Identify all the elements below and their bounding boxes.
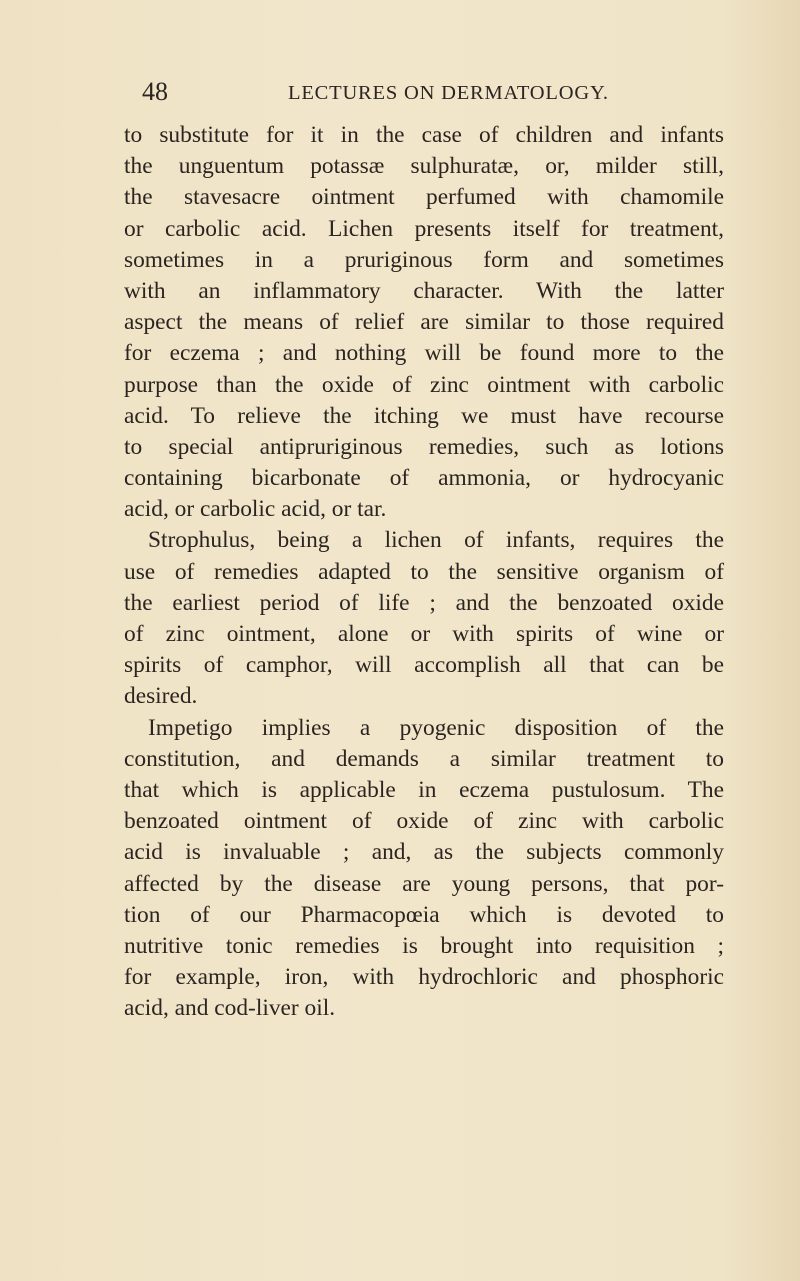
text-line: acid, and cod-liver oil. [124, 995, 336, 1022]
text-line: of zinc ointment, alone or with spirits of wine or [124, 621, 724, 647]
text-line: acid. To relieve the itching we must have recourse [124, 402, 724, 429]
text-line: acid, or carbolic acid, or tar. [124, 496, 387, 523]
running-title: LECTURES ON DERMATOLOGY. [288, 82, 609, 104]
text-line: benzoated ointment of oxide of zinc with carbolic [124, 808, 724, 835]
text-line: the earliest period of life ; and the benzoated oxide [124, 589, 724, 616]
page-number: 48 [142, 77, 168, 106]
text-line: spirits of camphor, will accomplish all that can be [124, 652, 724, 679]
text-line: desired. [124, 683, 198, 710]
text-line: Impetigo implies a pyogenic disposition of the [148, 714, 724, 741]
text-line: to special antipruriginous remedies, such as lotions [124, 433, 724, 460]
page-header [124, 74, 724, 110]
text-line: purpose than the oxide of zinc ointment with carbolic [124, 371, 724, 398]
text-line: acid is invaluable ; and, as the subjects commonly [124, 839, 724, 866]
text-line: use of remedies adapted to the sensitive organism of [124, 558, 724, 585]
text-line: with an inflammatory character. With the latter [124, 277, 724, 304]
text-line: containing bicarbonate of ammonia, or hydrocyanic [124, 465, 724, 492]
text-line: to substitute for it in the case of children and infants [124, 122, 724, 148]
text-line: tion of our Pharmacopœia which is devoted to [124, 901, 724, 928]
text-line: that which is applicable in eczema pustulosum. The [124, 776, 724, 803]
text-line: Strophulus, being a lichen of infants, requires the [148, 527, 724, 554]
text-line: sometimes in a pruriginous form and sometimes [124, 246, 724, 273]
text-line: for example, iron, with hydrochloric and phosphoric [124, 964, 724, 991]
text-line: constitution, and demands a similar treatment to [124, 745, 724, 772]
text-line: the unguentum potassæ sulphuratæ, or, milder still, [124, 153, 724, 180]
text-line: aspect the means of relief are similar to those required [124, 309, 724, 336]
text-line: nutritive tonic remedies is brought into requisition ; [124, 932, 724, 959]
text-line: or carbolic acid. Lichen presents itself for treatment, [124, 215, 724, 242]
text-line: affected by the disease are young persons, that por- [124, 870, 724, 897]
text-line: for eczema ; and nothing will be found more to the [124, 340, 724, 367]
text-line: the stavesacre ointment perfumed with chamomile [124, 184, 724, 211]
body-text [124, 120, 724, 1024]
